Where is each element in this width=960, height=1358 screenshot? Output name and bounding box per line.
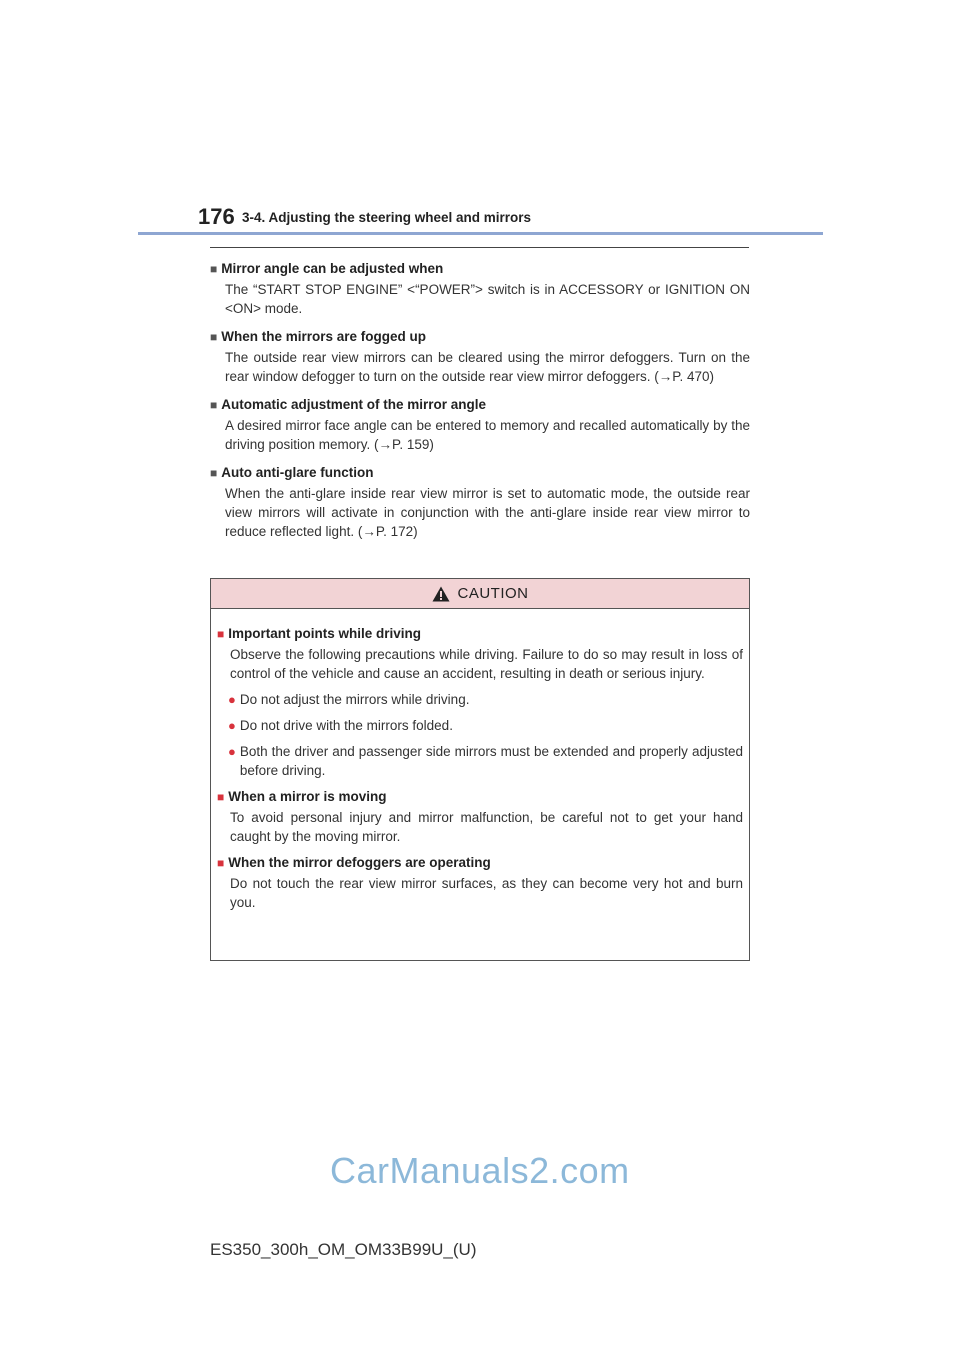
page-header [0, 0, 960, 240]
caution-bullet: ● Do not adjust the mirrors while driving. [228, 692, 470, 707]
caution-text: To avoid personal injury and mirror malfunction, be careful not to get your hand caught by the moving mirror. [230, 810, 743, 844]
warning-triangle-icon [432, 586, 450, 602]
info-item-auto-adjustment [210, 394, 750, 454]
caution-heading: Important points while driving [228, 626, 422, 641]
caution-section-moving [217, 786, 743, 846]
item-body: The “START STOP ENGINE” <“POWER”> switch is in ACCESSORY or IGNITION ON <ON> mode. [225, 282, 750, 316]
caution-text: Do not touch the rear view mirror surfaces, as they can become very hot and burn you. [230, 876, 743, 910]
header-rule [138, 232, 823, 235]
square-bullet-icon: ■ [217, 627, 225, 641]
watermark: CarManuals2.com [330, 1150, 630, 1191]
caution-header [211, 579, 749, 609]
item-heading: Automatic adjustment of the mirror angle [221, 397, 487, 412]
caution-box [210, 578, 750, 961]
caution-text: Observe the following precautions while driving. Failure to do so may result in loss of control of the vehicle and cause an accident, resulting in death or serious injury. [230, 647, 743, 681]
page-number: 176 [198, 204, 235, 229]
caution-body [211, 609, 749, 912]
caution-section-defoggers [217, 852, 743, 912]
item-heading: Auto anti-glare function [221, 465, 374, 480]
square-bullet-icon: ■ [210, 262, 218, 276]
caution-section-driving [217, 623, 743, 780]
page-footer: ES350_300h_OM_OM33B99U_(U) [210, 1240, 477, 1259]
content-top-rule [210, 247, 749, 248]
item-heading: When the mirrors are fogged up [221, 329, 427, 344]
info-item-mirror-angle [210, 258, 750, 318]
square-bullet-icon: ■ [217, 856, 225, 870]
square-bullet-icon: ■ [217, 790, 225, 804]
red-dot-bullet-icon: ● [228, 744, 236, 759]
caution-bullet: ● Both the driver and passenger side mirrors must be extended and properly adjusted before driving. [228, 744, 743, 778]
item-body: The outside rear view mirrors can be cleared using the mirror defoggers. Turn on the rear window defogger to turn on the outside rear view mirror defoggers. (→P. 470) [225, 350, 750, 384]
red-dot-bullet-icon: ● [228, 718, 236, 733]
red-dot-bullet-icon: ● [228, 692, 236, 707]
info-item-fogged-up [210, 326, 750, 386]
section-title: 3-4. Adjusting the steering wheel and mirrors [242, 210, 532, 225]
caution-label: CAUTION [457, 585, 529, 602]
item-body: A desired mirror face angle can be entered to memory and recalled automatically by the driving position memory. (→P. 159) [225, 418, 750, 452]
caution-heading: When a mirror is moving [228, 789, 387, 804]
square-bullet-icon: ■ [210, 330, 218, 344]
info-list [210, 258, 750, 549]
item-heading: Mirror angle can be adjusted when [221, 261, 444, 276]
square-bullet-icon: ■ [210, 398, 218, 412]
info-item-anti-glare [210, 462, 750, 541]
square-bullet-icon: ■ [210, 466, 218, 480]
item-body: When the anti-glare inside rear view mirror is set to automatic mode, the outside rear view mirrors will activate in conjunction with the anti-glare inside rear view mirror to reduce reflected light. (→P. 172) [225, 486, 750, 539]
caution-heading: When the mirror defoggers are operating [228, 855, 491, 870]
caution-bullet: ● Do not drive with the mirrors folded. [228, 718, 453, 733]
